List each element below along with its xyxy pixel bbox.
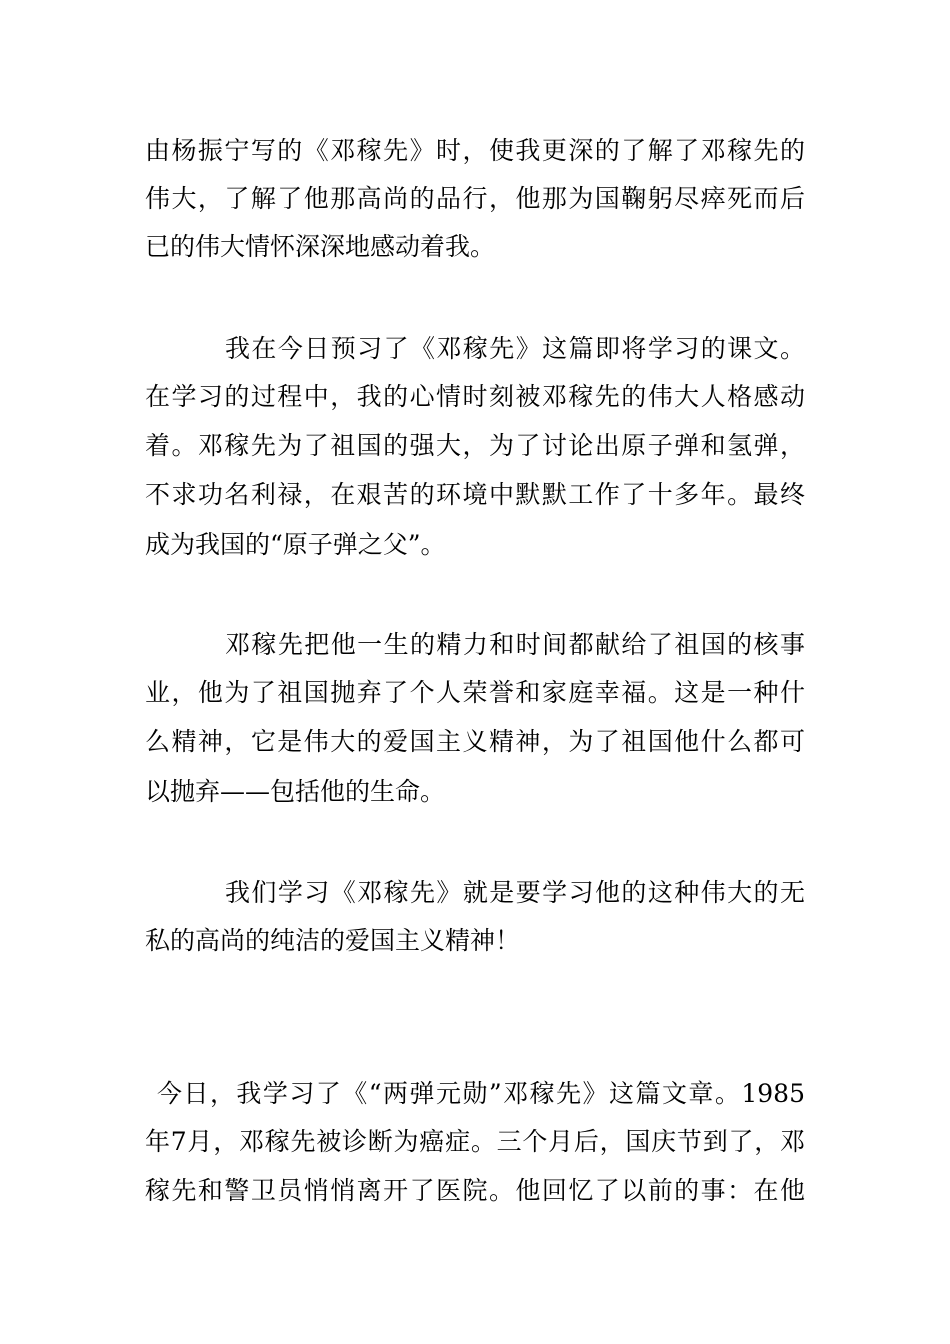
text-line: 邓稼先把他一生的精力和时间都献给了祖国的核事 [225, 630, 805, 659]
text-line: 业，他为了祖国抛弃了个人荣誉和家庭幸福。这是一种什 [145, 678, 805, 707]
text-line: 在学习的过程中，我的心情时刻被邓稼先的伟大人格感动 [145, 382, 805, 411]
text-line: 成为我国的“原子弹之父”。 [145, 530, 446, 559]
text-line: 由杨振宁写的《邓稼先》时，使我更深的了解了邓稼先的 [145, 136, 805, 165]
text-line: 我们学习《邓稼先》就是要学习他的这种伟大的无 [225, 878, 805, 907]
text-line: 我在今日预习了《邓稼先》这篇即将学习的课文。 [225, 334, 805, 363]
text-line: 以抛弃——包括他的生命。 [145, 777, 446, 806]
text-line: 今日，我学习了《“两弹元勋”邓稼先》这篇文章。1985 [157, 1079, 805, 1108]
text-line: 已的伟大情怀深深地感动着我。 [145, 232, 496, 261]
text-line: 着。邓稼先为了祖国的强大，为了讨论出原子弹和氢弹， [145, 431, 805, 460]
text-line: 伟大，了解了他那高尚的品行，他那为国鞠躬尽瘁死而后 [145, 184, 805, 213]
text-line: 年7月，邓稼先被诊断为癌症。三个月后，国庆节到了，邓 [145, 1127, 805, 1156]
text-line: 私的高尚的纯洁的爱国主义精神！ [145, 926, 521, 955]
text-line: 不求功名利禄，在艰苦的环境中默默工作了十多年。最终 [145, 480, 805, 509]
text-line: 稼先和警卫员悄悄离开了医院。他回忆了以前的事：在他 [145, 1176, 805, 1205]
text-line: 么精神，它是伟大的爱国主义精神，为了祖国他什么都可 [145, 727, 805, 756]
